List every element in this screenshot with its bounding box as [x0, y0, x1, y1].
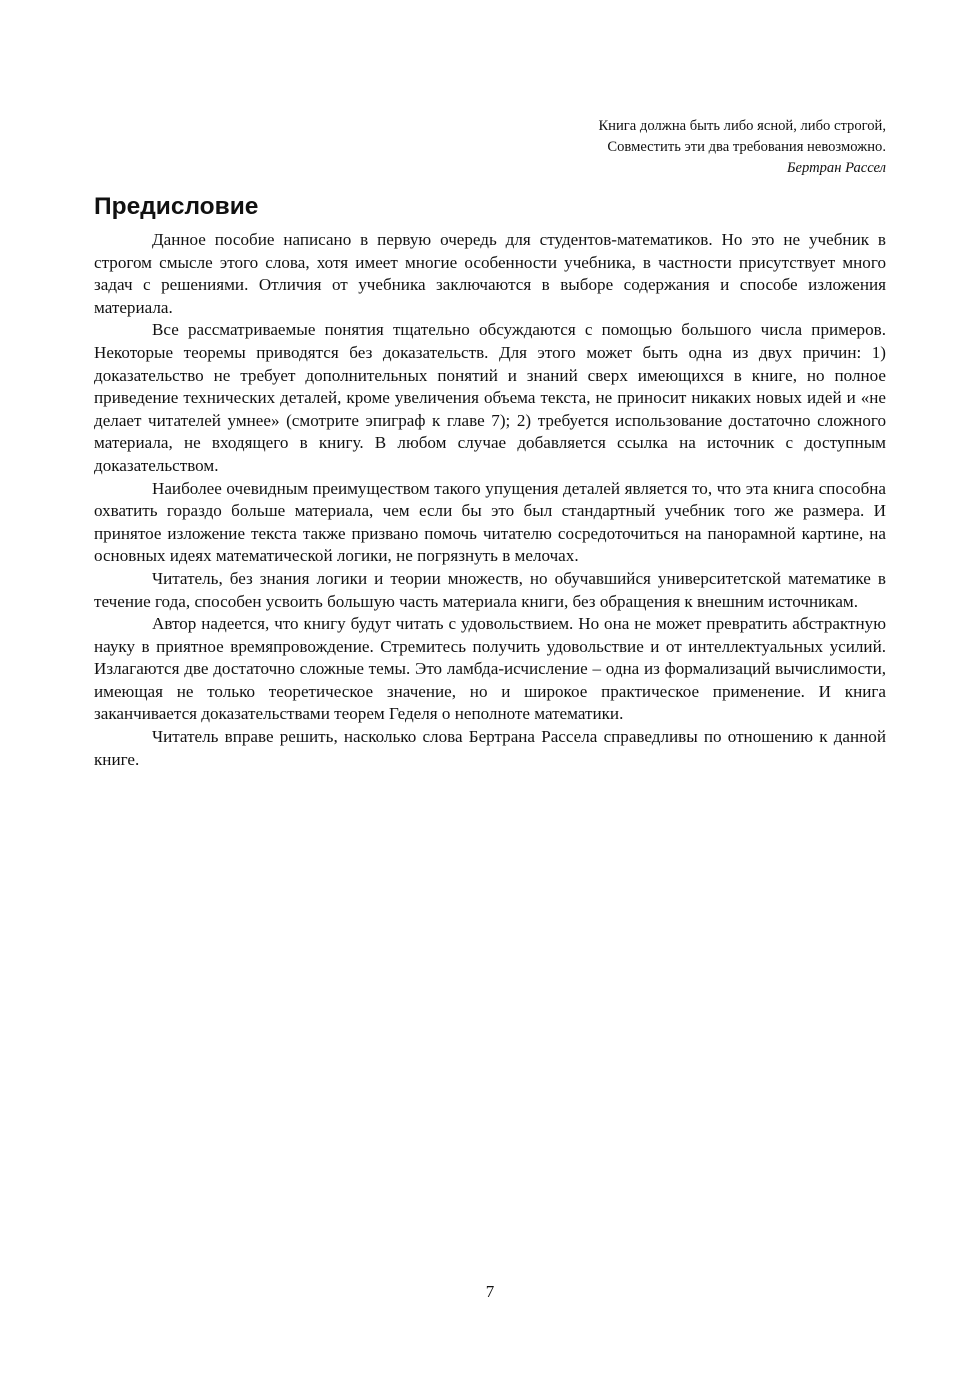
paragraph-3: Наиболее очевидным преимуществом такого упущения деталей является то, что эта книга способна охватить гораздо больше материала, чем если бы это был стандартный учебник того же размера. И принятое изложение текста также призвано помочь читателю сосредоточиться на панорамной картине, на основных идеях математической логики, не погрязнуть в мелочах.	[94, 478, 886, 566]
paragraph-2: Все рассматриваемые понятия тщательно обсуждаются с помощью большого числа примеров. Некоторые теоремы приводятся без доказательств. Для этого может быть одна из двух причин: 1) доказательство не требует дополнительных понятий и знаний сверх имеющихся в книге, но полное приведение технических деталей, кроме увеличения объема текста, не приносит никаких новых идей и «не делает читателей умнее» (смотрите эпиграф к главе 7); 2) требуется использование достаточно сложного материала, не входящего в книгу. В любом случае добавляется ссылка на источник с доступным доказательством.	[94, 320, 886, 475]
paragraph-5: Автор надеется, что книгу будут читать с удовольствием. Но она не может превратить абстрактную науку в приятное времяпровождение. Стремитесь получить удовольствие и от интеллектуальных усилий. Излагаются две достаточно сложные темы. Это ламбда-исчисление – одна из формализаций вычислимости, имеющая не только теоретическое значение, но и широкое практическое применение. И книга заканчивается доказательствами теорем Геделя о неполноте математики.	[94, 614, 886, 724]
epigraph-author: Бертран Рассел	[786, 160, 886, 176]
epigraph	[426, 116, 886, 179]
page-title: Предисловие	[94, 193, 259, 220]
page-number: 7	[485, 1282, 495, 1301]
epigraph-line-1: Книга должна быть либо ясной, либо строгой,	[598, 118, 886, 134]
preface-body	[94, 229, 886, 771]
paragraph-4: Читатель, без знания логики и теории множеств, но обучавшийся университетской математике в течение года, способен усвоить большую часть материала книги, без обращения к внешним источникам.	[94, 568, 886, 611]
paragraph-1: Данное пособие написано в первую очередь для студентов-математиков. Но это не учебник в строгом смысле этого слова, хотя имеет многие особенности учебника, в частности присутствует много задач с решениями. Отличия от учебника заключаются в выборе содержания и способе изложения материала.	[94, 230, 886, 317]
paragraph-6: Читатель вправе решить, насколько слова Бертрана Рассела справедливы по отношению к данной книге.	[94, 727, 886, 769]
epigraph-line-2: Совместить эти два требования невозможно.	[607, 139, 886, 155]
